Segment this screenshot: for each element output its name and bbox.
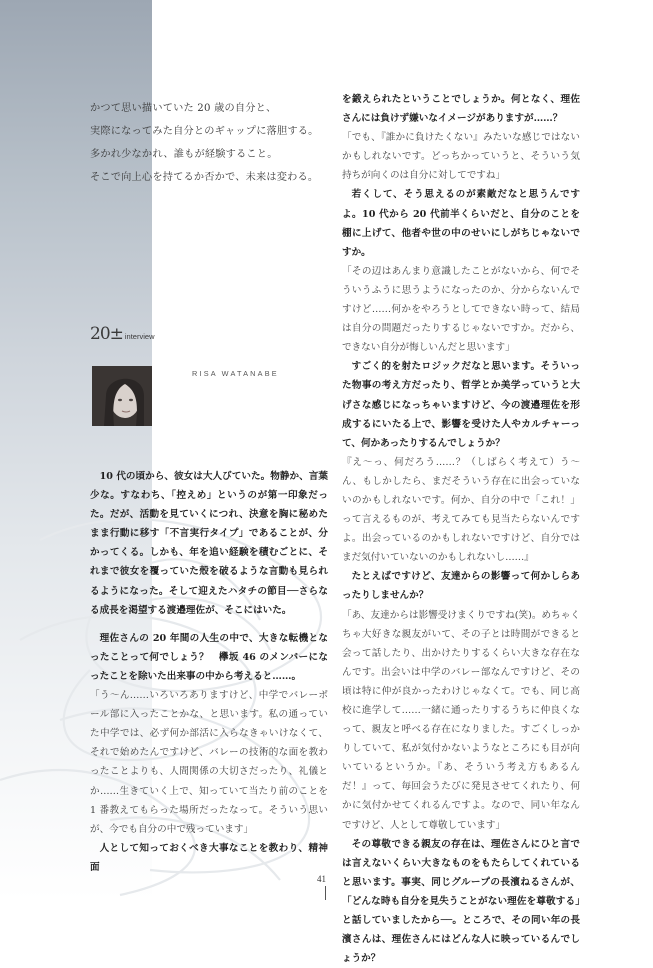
lead-text bbox=[90, 97, 330, 189]
page-number: 41 bbox=[317, 874, 326, 884]
question-continuation: を鍛えられたということでしょうか。何となく、理佐さんには負けず嫌いなイメージがありますが……？ bbox=[342, 94, 580, 125]
logo-word: interview bbox=[124, 332, 155, 341]
question-paragraph: 若くして、そう思えるのが素敵だなと思うんですよ。10 代から 20 代前半くらいだと、自分のことを棚に上げて、他者や世の中のせいにしがちじゃないですか。 bbox=[342, 189, 580, 258]
right-column bbox=[342, 90, 580, 968]
interview-logo bbox=[90, 324, 154, 344]
answer-paragraph: 『え〜っ、何だろう……？（しばらく考えて）う〜ん、もしかしたら、まだそういう存在に出会っていないのかもしれないです。何か、自分の中で「これ！」って言えるものが、考えてみても見当たらないんですよ。出会っているのかもしれないですけど、自分ではまだ気付いていないのかもしれないし……』 bbox=[342, 456, 580, 564]
answer-paragraph: 「でも、『誰かに負けたくない』みたいな感じではないかもしれないです。どっちかっていうと、そういう気持ちが向くのは自分に対してですね」 bbox=[342, 132, 580, 182]
intro-paragraph: 10 代の頃から、彼女は大人びていた。物静か、言葉少な。すなわち、「控えめ」というのが第一印象だった。だが、活動を見ていくにつれ、決意を胸に秘めたまま行動に移す「不言実行タイプ」であることが、分かってくる。しかも、年を追い経験を積むごとに、それまで彼女を覆っていた殻を破るような言動も見られるようになった。そして迎えたハタチの節目──さらなる成長を渇望する渡邉理佐が、そこにはいた。 bbox=[90, 471, 328, 616]
answer-paragraph: 「あ、友達からは影響受けまくりですね(笑)。めちゃくちゃ大好きな親友がいて、その子とは時間ができると会って話したり、出かけたりするくらい大きな存在なんです。出会いは中学のバレー部なんですけど、その頃は特に仲が良かったわけじゃなくて。でも、同じ高校に進学して……一緒に通ったりするうちに仲良くなって、親友と呼べる存在になりました。すごくしっかりしていて、私が気付かないようなところにも目が向いているというか。『あ、そういう考え方もあるんだ！』って、毎回会うたびに発見させてくれたり、何かに気付かせてくれるんですよ。なので、同い年なんですけど、人として尊敬しています」 bbox=[342, 609, 580, 831]
question-paragraph: 理佐さんの 20 年間の人生の中で、大きな転機となったことって何でしょう？ 欅坂 46 のメンバーになったことを除いた出来事の中から考えると……。 bbox=[90, 632, 328, 682]
question-paragraph: たとえばですけど、友達からの影響って何かしらあったりしませんか？ bbox=[342, 571, 580, 602]
lead-line: そこで向上心を持てるか否かで、未来は変わる。 bbox=[90, 172, 319, 183]
question-paragraph: その尊敬できる親友の存在は、理佐さんにひと言では言えないくらい大きなものをもたらしてくれていると思います。事実、同じグループの長濱ねるさんが、「どんな時も自分を見失うことがない理佐を尊敬する」と話していましたから──。ところで、その同い年の長濱さんは、理佐さんにはどんな人に映っているんでしょうか？ bbox=[342, 838, 580, 965]
page-rule bbox=[325, 886, 326, 900]
question-paragraph: すごく的を射たロジックだなと思います。そういった物事の考え方だったり、哲学とか美学っていうと大げさな感じになっちゃいますけど、今の渡邉理佐を形成するにいたる上で、影響を受けた人やカルチャーって、何かあったりするんでしょうか？ bbox=[342, 361, 580, 449]
logo-number: 20± bbox=[90, 324, 123, 344]
answer-paragraph: 「その辺はあんまり意識したことがないから、何でそういうふうに思うようになったのか、分からないんですけど……何かをやろうとしてできない時って、結局は自分の問題だったりするじゃないですか。だから、できない自分が悔しいんだと思います」 bbox=[342, 265, 580, 354]
question-paragraph: 人として知っておくべき大事なことを教わり、精神面 bbox=[90, 842, 328, 873]
answer-paragraph: 「う〜ん……いろいろありますけど、中学でバレーボール部に入ったことかな、と思います。私の通っていた中学では、必ず何か部活に入らなきゃいけなくて、それで始めたんですけど、バレーの技術的な面を教わったことよりも、人間関係の大切さだったり、礼儀とか……生きていく上で、知っていて当たり前のことを 1 番教えてもらった場所だったなって。そういう思いが、今でも自分の中で残っています」 bbox=[90, 690, 328, 835]
lead-line: 実際になってみた自分とのギャップに落胆する。 bbox=[90, 126, 319, 137]
left-column bbox=[90, 467, 328, 877]
portrait-illustration bbox=[92, 366, 152, 426]
spacer bbox=[90, 620, 328, 629]
portrait-photo bbox=[92, 366, 152, 426]
lead-line: かつて思い描いていた 20 歳の自分と、 bbox=[90, 103, 277, 114]
lead-line: 多かれ少なかれ、誰もが経験すること。 bbox=[90, 149, 278, 160]
subject-name: RISA WATANABE bbox=[192, 369, 279, 378]
subject-header bbox=[92, 366, 332, 426]
